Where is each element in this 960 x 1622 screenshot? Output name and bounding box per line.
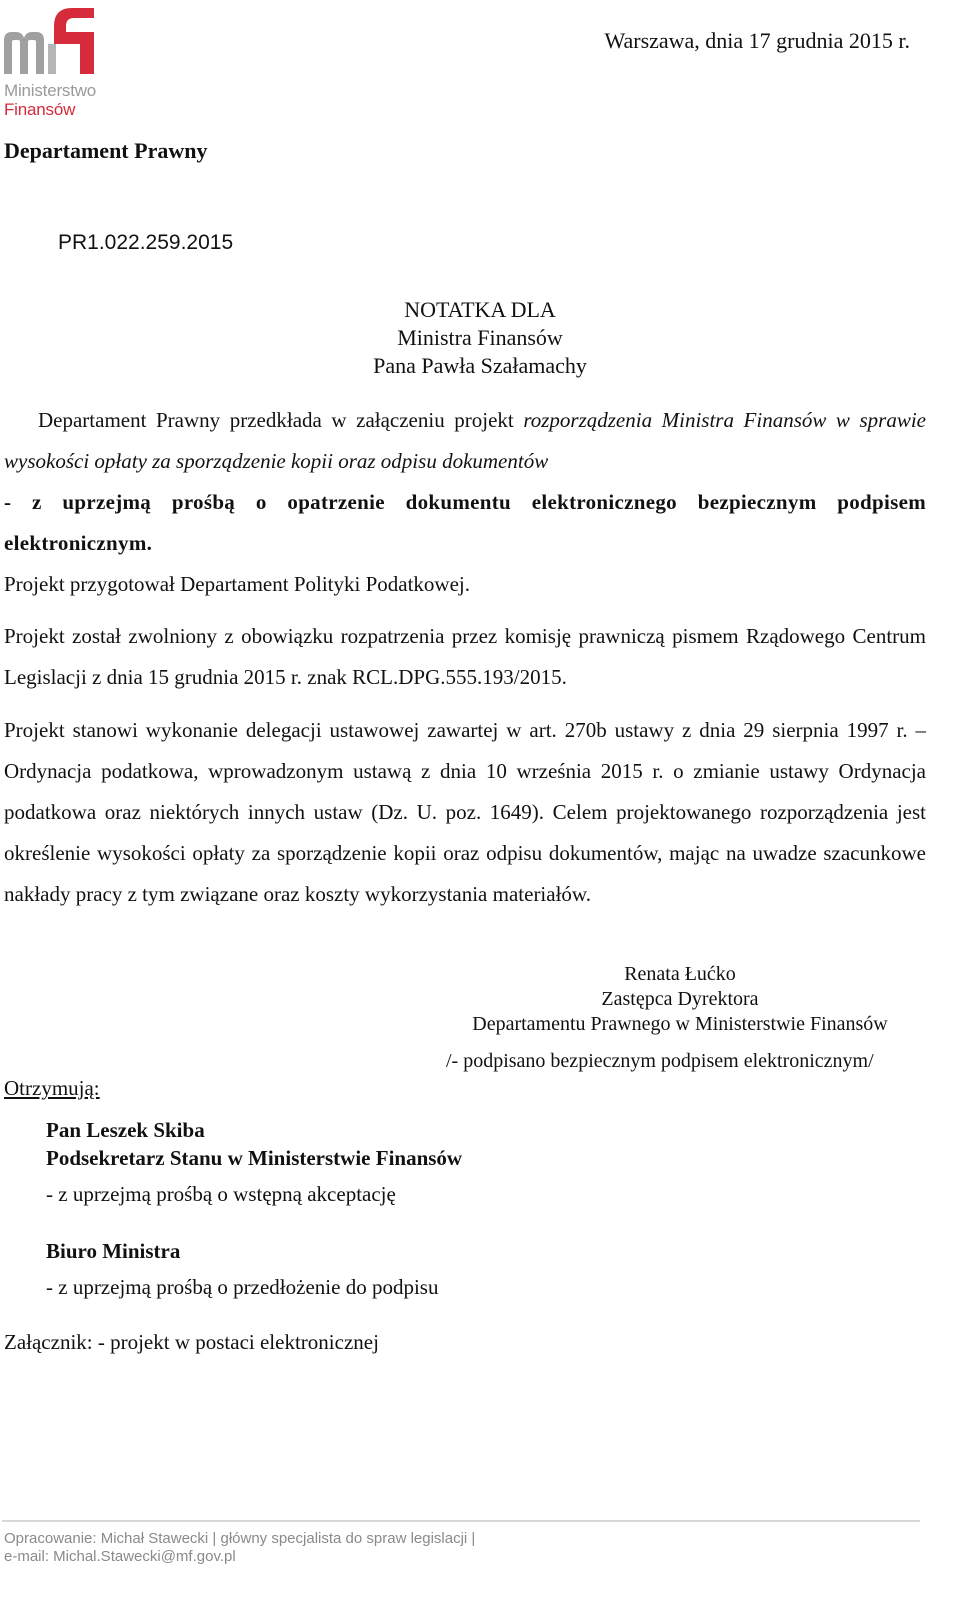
footer-email: e-mail: Michal.Stawecki@mf.gov.pl — [4, 1548, 236, 1565]
paragraph-prepared-by: Projekt przygotował Departament Polityki Podatkowej. — [4, 572, 470, 596]
recipient-1 — [46, 1116, 462, 1172]
recipients-label: Otrzymują: — [4, 1076, 100, 1100]
recipient-1-name: Pan Leszek Skiba — [46, 1118, 205, 1142]
document-title — [0, 296, 960, 380]
footer-author: Opracowanie: Michał Stawecki | główny specjalista do spraw legislacji | — [4, 1530, 476, 1547]
intro-request: - z uprzejmą prośbą o opatrzenie dokumentu elektronicznego bezpiecznym podpisem elektronicznym. — [4, 490, 926, 555]
signer-name: Renata Łućko — [624, 963, 736, 985]
signer-unit: Departamentu Prawnego w Ministerstwie Finansów — [472, 1013, 888, 1035]
mf-logo-icon — [2, 4, 102, 76]
signer-position: Zastępca Dyrektora — [601, 988, 759, 1010]
footer-divider — [2, 1520, 920, 1522]
logo-text-ministerstwo: Ministerstwo — [4, 81, 97, 100]
recipient-2-note: - z uprzejmą prośbą o przedłożenie do podpisu — [46, 1275, 439, 1299]
paragraph-delegation: Projekt stanowi wykonanie delegacji ustawowej zawartej w art. 270b ustawy z dnia 29 sierpnia 1997 r. – Ordynacja podatkowa, wprowadzonym ustawą z dnia 10 września 2015 r. o zmianie ustawy Ordynacja podatkowa oraz niektórych innych ustaw (Dz. U. poz. 1649). Celem projektowanego rozporządzenia jest określenie wysokości opłaty za sporządzenie kopii oraz odpisu dokumentów, mając na uwadze szacunkowe nakłady pracy z tym związane oraz koszty wykorzystania materiałów. — [4, 718, 926, 906]
department-name: Departament Prawny — [4, 138, 208, 163]
recipient-2-name: Biuro Ministra — [46, 1239, 181, 1263]
recipient-1-note: - z uprzejmą prośbą o wstępną akceptację — [46, 1182, 396, 1206]
logo-text-finansow: Finansów — [4, 100, 76, 119]
title-line-2: Ministra Finansów — [397, 325, 563, 350]
signature-block — [440, 962, 920, 1037]
document-date: Warszawa, dnia 17 grudnia 2015 r. — [604, 28, 910, 53]
ministry-logo — [2, 4, 122, 119]
attachment-note: Załącznik: - projekt w postaci elektronicznej — [4, 1330, 379, 1354]
intro-italic-title: rozporządzenia Ministra Finansów w sprawie wysokości opłaty za sporządzenie kopii oraz odpisu dokumentów — [4, 408, 926, 473]
paragraph-intro — [4, 400, 926, 564]
intro-text: Departament Prawny przedkłada w załączeniu projekt — [38, 408, 524, 432]
recipient-1-title: Podsekretarz Stanu w Ministerstwie Finansów — [46, 1146, 463, 1170]
recipient-2 — [46, 1237, 180, 1265]
footer — [4, 1530, 475, 1566]
title-line-1: NOTATKA DLA — [404, 297, 556, 322]
signed-note: /- podpisano bezpiecznym podpisem elektronicznym/ — [446, 1050, 874, 1072]
reference-number: PR1.022.259.2015 — [58, 231, 234, 254]
title-line-3: Pana Pawła Szałamachy — [373, 353, 587, 378]
paragraph-exemption: Projekt został zwolniony z obowiązku rozpatrzenia przez komisję prawniczą pismem Rządowego Centrum Legislacji z dnia 15 grudnia 2015 r. znak RCL.DPG.555.193/2015. — [4, 624, 926, 689]
